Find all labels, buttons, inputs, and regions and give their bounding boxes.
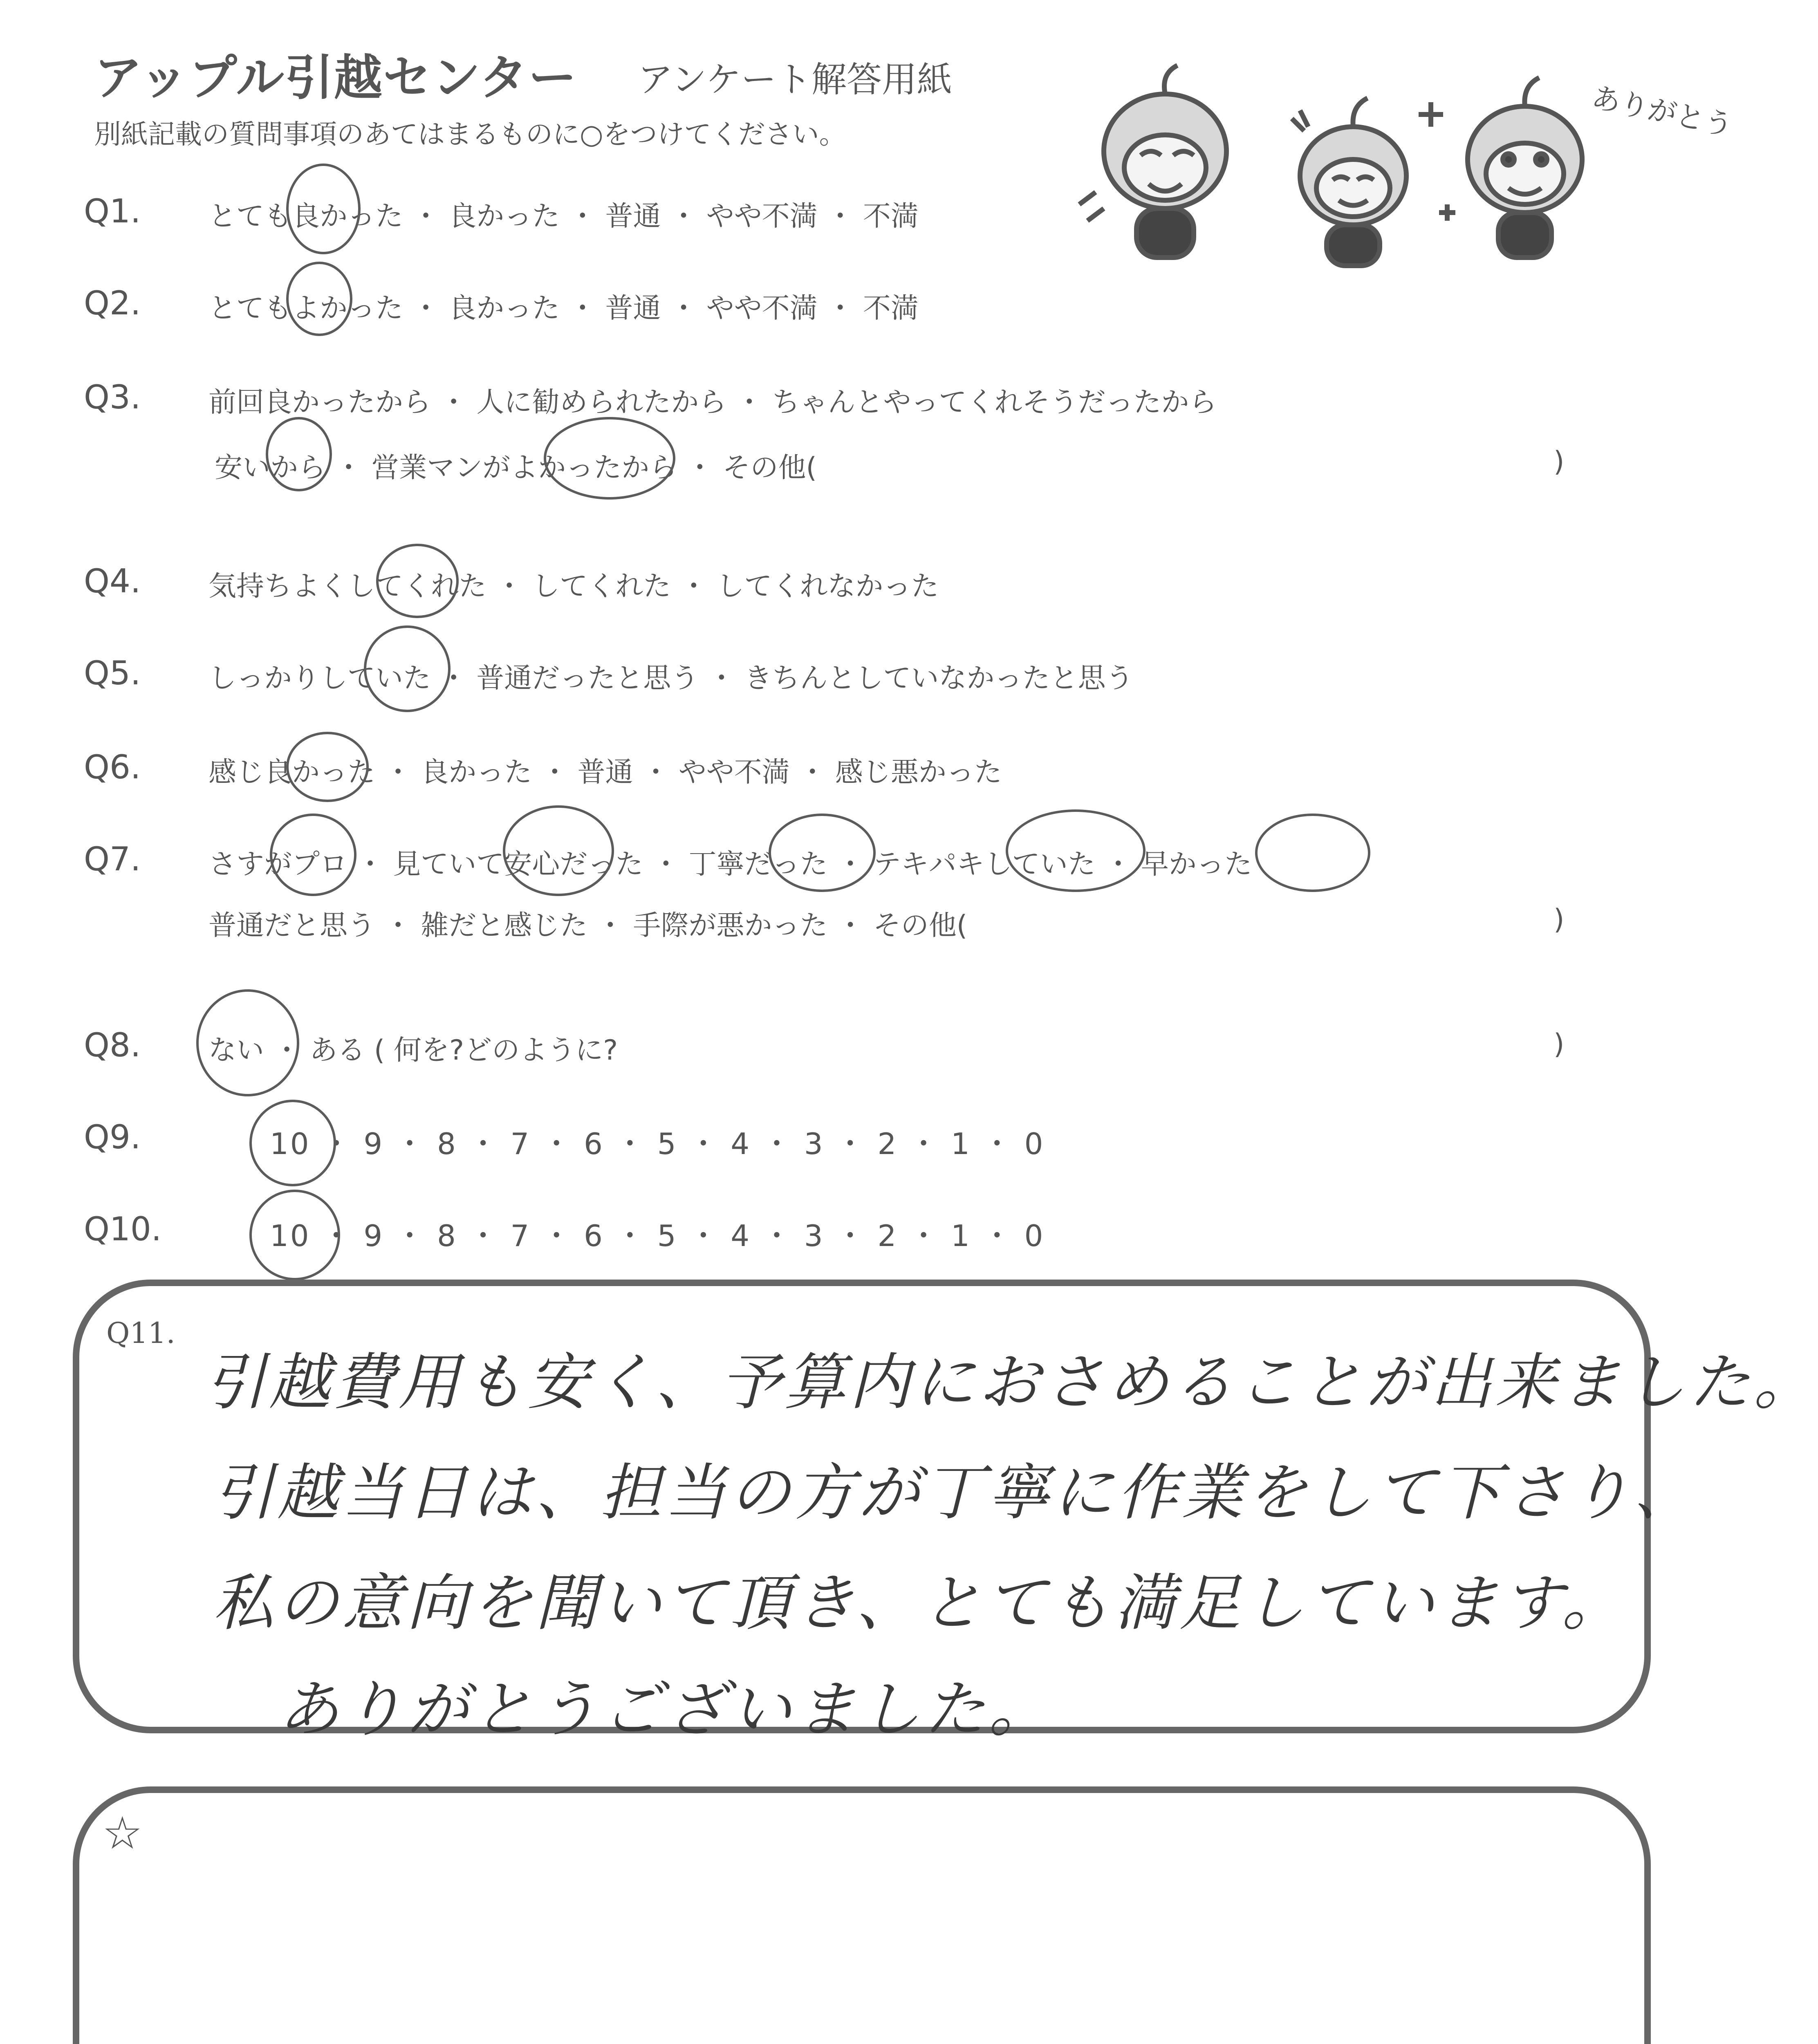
star-comment-box[interactable] [73,1786,1651,2044]
q7-answer-mark-a [270,814,356,896]
q3-answer-mark-a [266,417,332,491]
monkey-2-icon [1292,98,1406,266]
form-title: アンケート解答用紙 [638,59,952,100]
q4-options[interactable]: 気持ちよくしてくれた ・ してくれた ・ してくれなかった [208,570,939,603]
q1-options[interactable]: とても良かった ・ 良かった ・ 普通 ・ やや不満 ・ 不満 [208,200,919,233]
q7-label: Q7. [84,840,141,878]
q7-options[interactable]: さすがプロ ・ 見ていて安心だった ・ 丁寧だった ・ テキパキしていた ・ 早かった [208,848,1252,881]
q11-label: Q11. [106,1316,175,1350]
q6-answer-mark [286,732,369,802]
q9-label: Q9. [84,1118,141,1156]
star-icon: ☆ [102,1807,143,1859]
q2-answer-mark [286,262,352,336]
q10-answer-mark [249,1190,340,1280]
q7-answer-mark-c [769,814,876,892]
mascot-monkeys-illustration [1071,57,1736,270]
q9-answer-mark [249,1100,336,1186]
q4-answer-mark [376,544,459,618]
q5-label: Q5. [84,654,141,692]
q7-answer-mark-e [1255,814,1370,892]
monkey-1-icon [1079,65,1226,258]
q8-label: Q8. [84,1026,141,1064]
q4-label: Q4. [84,562,141,600]
instruction-text: 別紙記載の質問事項のあてはまるものに○をつけてください。 [94,119,846,150]
q3-options[interactable]: 前回良かったから ・ 人に勧められたから ・ ちゃんとやってくれそうだったから [208,386,1217,419]
q11-comment-line-4: ありがとうございました。 [278,1674,1054,1745]
q6-options[interactable]: 感じ良かった ・ 良かった ・ 普通 ・ やや不満 ・ 感じ悪かった [208,756,1002,789]
q7-answer-mark-d [1006,809,1145,892]
q3-close-paren: ) [1553,446,1565,478]
q7-answer-mark-b [503,805,614,896]
q11-comment-line-3: 私の意向を聞いて頂き、とても満足しています。 [213,1568,1627,1639]
q5-options[interactable]: しっかりしていた ・ 普通だったと思う ・ きちんとしていなかったと思う [208,662,1134,695]
q5-answer-mark [364,625,451,712]
q2-label: Q2. [84,284,141,322]
q1-label: Q1. [84,192,141,230]
q1-answer-mark [286,164,361,254]
q8-close-paren: ) [1553,1028,1565,1060]
q9-scale[interactable]: 10 ・ 9 ・ 8 ・ 7 ・ 6 ・ 5 ・ 4 ・ 3 ・ 2 ・ 1 ・ 0 [270,1127,1045,1161]
monkey-3-icon [1419,78,1582,258]
mascot-caption: ありがとう [1589,80,1736,143]
company-name: アップル引越センター [94,49,578,106]
q3-label: Q3. [84,378,141,416]
q2-options[interactable]: とてもよかった ・ 良かった ・ 普通 ・ やや不満 ・ 不満 [208,292,919,325]
q7-close-paren: ) [1553,903,1565,936]
q10-scale[interactable]: 10 ・ 9 ・ 8 ・ 7 ・ 6 ・ 5 ・ 4 ・ 3 ・ 2 ・ 1 ・ 0 [270,1219,1045,1253]
q3-options-line2[interactable]: 安いから ・ 営業マンがよかったから ・ その他( [215,452,817,484]
q7-options-line2[interactable]: 普通だと思う ・ 雑だと感じた ・ 手際が悪かった ・ その他( [208,910,968,942]
q3-answer-mark-b [544,417,675,500]
q8-answer-mark [196,989,299,1096]
q6-label: Q6. [84,748,141,786]
q11-comment-line-2: 引越当日は、担当の方が丁寧に作業をして下さり、 [213,1457,1699,1529]
q11-comment-line-1: 引越費用も安く、予算内におさめることが出来ました。 [204,1347,1818,1418]
q10-label: Q10. [84,1210,162,1248]
q8-options[interactable]: ない ・ ある ( 何を?どのように? [208,1034,618,1067]
